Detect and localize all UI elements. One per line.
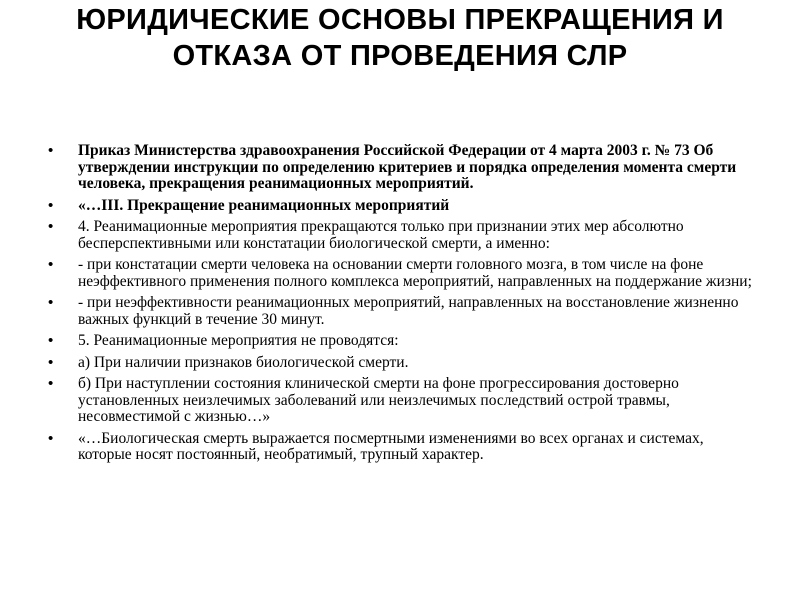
- bullet-item-point-5: [48, 333, 760, 350]
- bullet-dot: •: [48, 375, 54, 392]
- bullet-item-30-minutes: [48, 295, 760, 328]
- bullet-item-brain-death: [48, 257, 760, 290]
- slide-title: [20, 2, 780, 74]
- slide-title-line-2: ОТКАЗА ОТ ПРОВЕДЕНИЯ СЛР: [172, 40, 628, 72]
- bullet-dot: •: [48, 142, 54, 159]
- bullet-text: 4. Реанимационные мероприятия прекращаются только при признании этих мер абсолютно бесперспективными или констатации биологической смерти, а именно:: [78, 218, 684, 252]
- bullet-text: «…III. Прекращение реанимационных мероприятий: [78, 196, 450, 214]
- bullet-item-section-heading: [48, 198, 760, 215]
- bullet-text: - при неэффективности реанимационных мероприятий, направленных на восстановление жизненно важных функций в течение 30 минут.: [78, 294, 739, 328]
- bullet-dot: •: [48, 294, 54, 311]
- bullet-text: Приказ Министерства здравоохранения Российской Федерации от 4 марта 2003 г. № 73 Об утверждении инструкции по определению критериев и порядка определения момента смерти человека, прекращения реанимационных мероприятий.: [78, 142, 737, 192]
- bullet-text: а) При наличии признаков биологической смерти.: [78, 353, 409, 371]
- bullet-dot: •: [48, 353, 54, 371]
- bullet-item-order: [48, 143, 760, 193]
- bullet-item-5a: [48, 355, 760, 372]
- bullet-item-point-4: [48, 219, 760, 252]
- bullet-dot: •: [48, 256, 54, 273]
- bullet-item-biological-death: [48, 431, 760, 464]
- bullet-text: - при констатации смерти человека на основании смерти головного мозга, в том числе на фоне неэффективного применения полного комплекса мероприятий, направленных на поддержание жизни;: [78, 256, 752, 290]
- bullet-dot: •: [48, 332, 54, 349]
- slide-title-line-1: ЮРИДИЧЕСКИЕ ОСНОВЫ ПРЕКРАЩЕНИЯ И: [76, 4, 724, 36]
- bullet-text: 5. Реанимационные мероприятия не проводятся:: [78, 332, 399, 349]
- bullet-list: [48, 143, 760, 469]
- bullet-dot: •: [48, 429, 54, 447]
- bullet-text: б) При наступлении состояния клинической смерти на фоне прогрессирования достоверно установленных неизлечимых заболеваний или неизлечимых последствий острой травмы, несовместимой с жизнью…»: [78, 375, 679, 425]
- bullet-dot: •: [48, 196, 54, 214]
- bullet-text: «…Биологическая смерть выражается посмертными изменениями во всех органах и системах, которые носят постоянный, необратимый, трупный характер.: [78, 429, 704, 463]
- bullet-dot: •: [48, 218, 54, 235]
- bullet-item-5b: [48, 376, 760, 426]
